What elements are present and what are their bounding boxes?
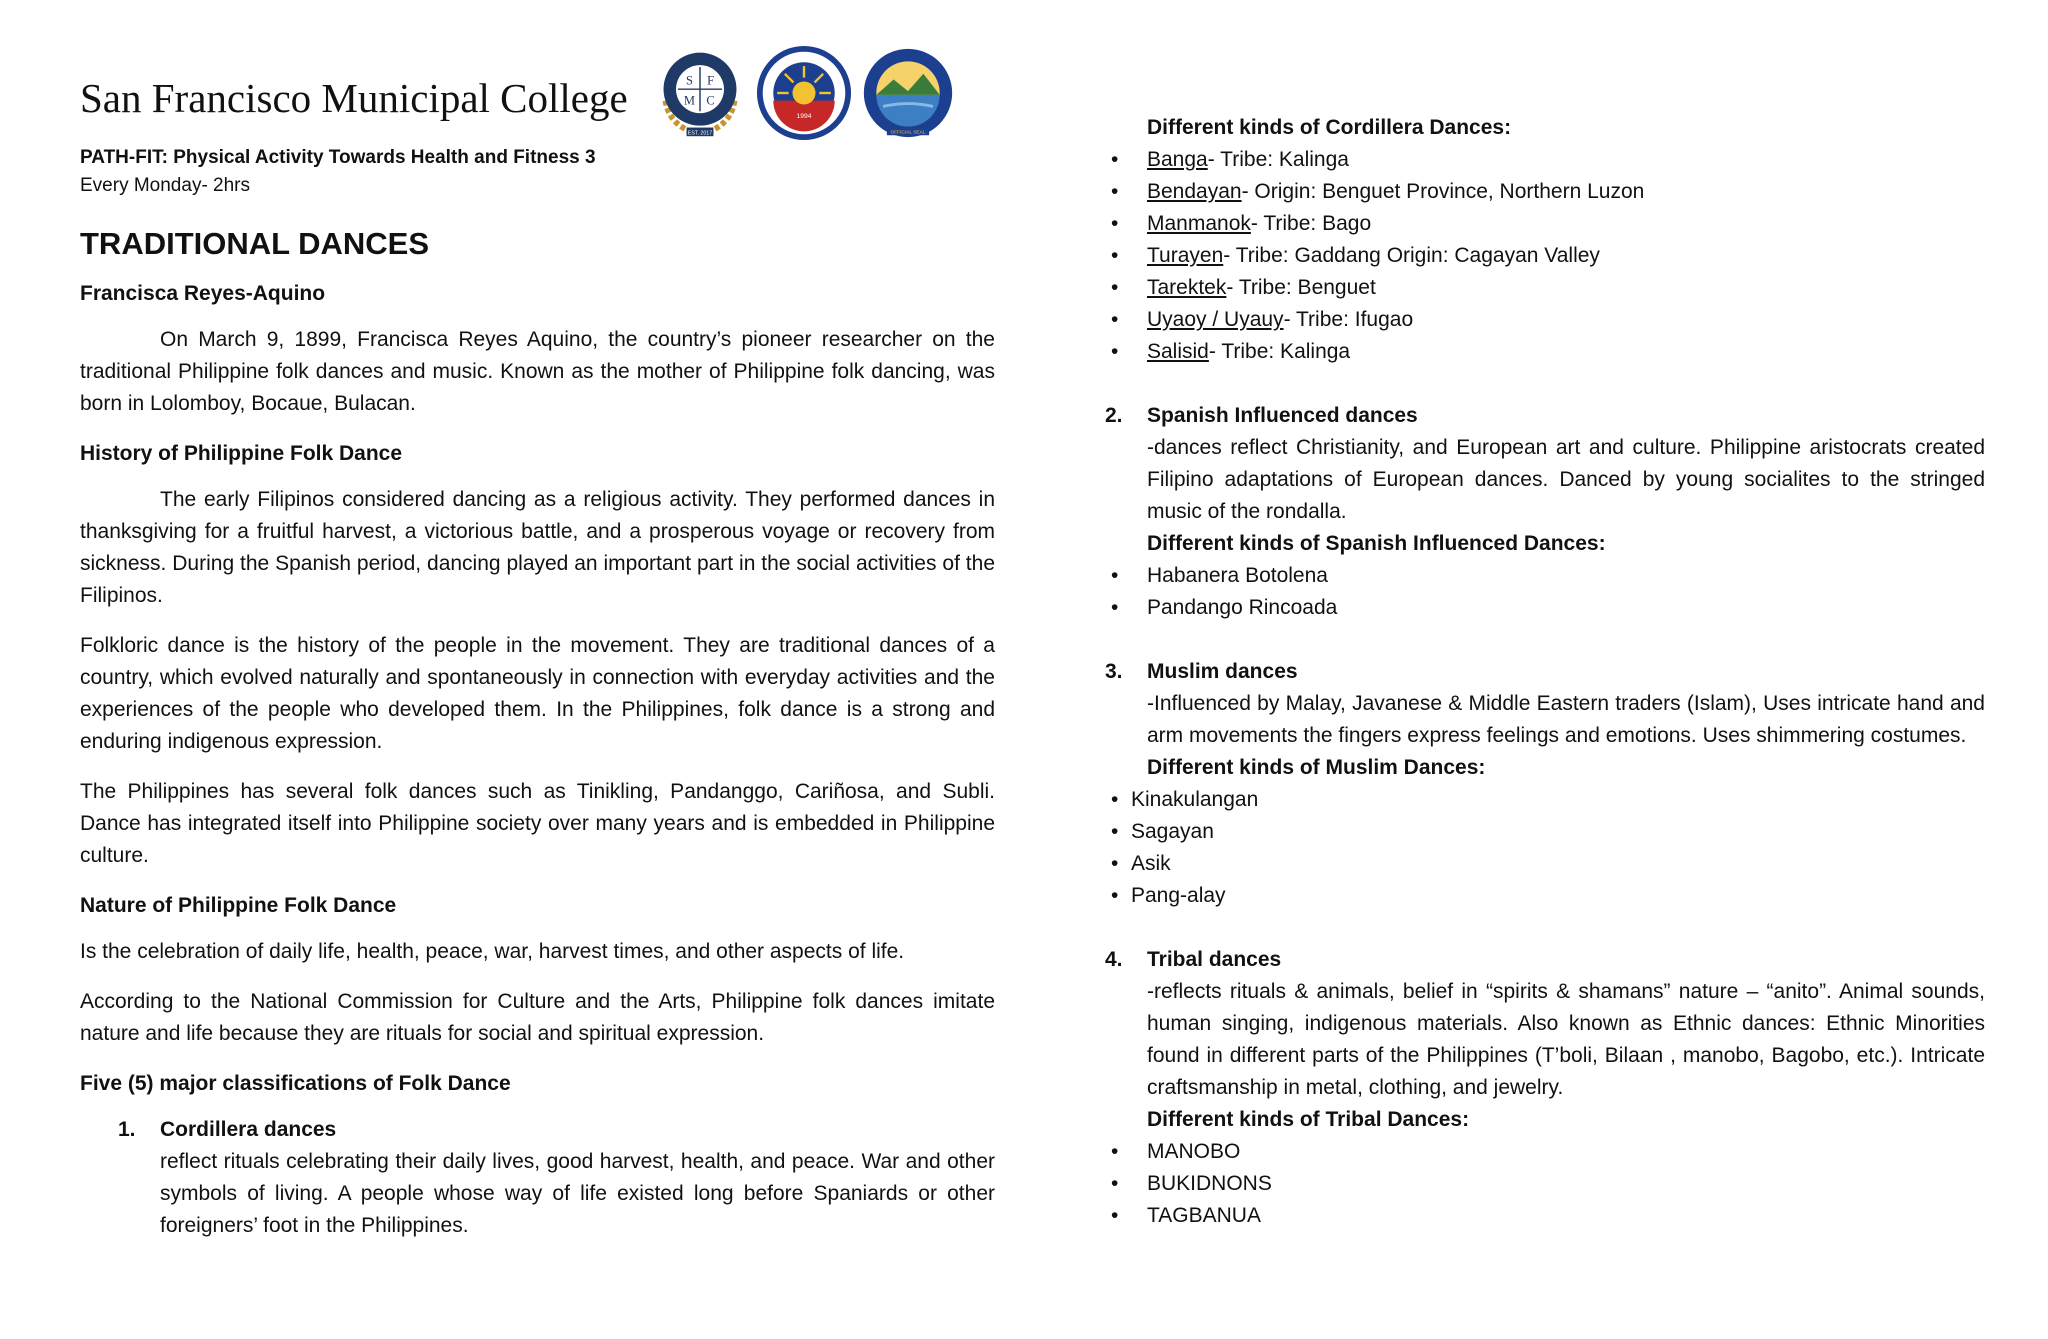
course-title: PATH-FIT: Physical Activity Towards Health and Fitness 3 bbox=[80, 147, 596, 168]
dance-detail: - Tribe: Gaddang Origin: Cagayan Valley bbox=[1223, 244, 1600, 267]
list-item: • Pandango Rincoada bbox=[1105, 592, 1985, 624]
classification-number: 2. bbox=[1105, 404, 1123, 427]
list-item bbox=[1105, 176, 1985, 208]
classification-1-header bbox=[118, 1114, 995, 1146]
classification-4-description: -reflects rituals & animals, belief in “spirits & shamans” nature – “anito”. Animal sounds, human singing, indigenous materials. Also known as Ethnic dances: Ethnic Minorities found in different parts of the Philippines (T’boli, Bilaan , manobo, Bagobo, etc.). Intricate craftsmanship in metal, clothing, and jewelry. bbox=[1147, 980, 1985, 1099]
list-item bbox=[1105, 336, 1985, 368]
list-item bbox=[1105, 208, 1985, 240]
logo-row bbox=[652, 45, 956, 141]
paragraph-history-1: The early Filipinos considered dancing as a religious activity. They performed dances in thanksgiving for a fruitful harvest, a victorious battle, and a prosperous voyage or recovery from sickness. During the Spanish period, dancing played an important part in the social activities of the Filipinos. bbox=[80, 488, 995, 607]
list-item: • Asik bbox=[1105, 848, 1985, 880]
right-column bbox=[1105, 112, 1985, 1232]
classification-title: Cordillera dances bbox=[160, 1118, 337, 1141]
classification-2-description: -dances reflect Christianity, and European art and culture. Philippine aristocrats created Filipino adaptations of European dances. Danced by young socialites to the stringed music of the rondalla. bbox=[1147, 436, 1985, 523]
list-item: • BUKIDNONS bbox=[1105, 1168, 1985, 1200]
college-name: San Francisco Municipal College bbox=[80, 75, 628, 121]
paragraph-nature-1: Is the celebration of daily life, health, peace, war, harvest times, and other aspects of life. bbox=[80, 940, 905, 963]
dance-detail: - Tribe: Kalinga bbox=[1207, 148, 1349, 171]
dance-detail: - Tribe: Ifugao bbox=[1283, 308, 1414, 331]
dance-name: Salisid bbox=[1147, 340, 1209, 363]
dance-name: Turayen bbox=[1147, 244, 1224, 267]
paragraph-francisca: On March 9, 1899, Francisca Reyes Aquino, the country’s pioneer researcher on the traditional Philippine folk dances and music. Known as the mother of Philippine folk dancing, was born in Lolomboy, Bocaue, Bulacan. bbox=[80, 328, 995, 415]
tribal-list bbox=[1105, 1136, 1985, 1232]
classification-number: 1. bbox=[118, 1118, 136, 1141]
dance-detail: - Origin: Benguet Province, Northern Luzon bbox=[1241, 180, 1645, 203]
list-item bbox=[1105, 240, 1985, 272]
classification-title: Tribal dances bbox=[1147, 948, 1282, 971]
left-column bbox=[80, 70, 995, 1242]
dance-detail: - Tribe: Bago bbox=[1250, 212, 1372, 235]
list-item: • MANOBO bbox=[1105, 1136, 1985, 1168]
spanish-kinds-heading: Different kinds of Spanish Influenced Dances: bbox=[1147, 532, 1606, 555]
tribal-kinds-heading: Different kinds of Tribal Dances: bbox=[1147, 1108, 1470, 1131]
sfmc-est: EST. 2017 bbox=[687, 130, 713, 137]
sfmc-letter: S bbox=[685, 73, 693, 88]
list-item: • Sagayan bbox=[1105, 816, 1985, 848]
ched-seal-logo bbox=[756, 45, 852, 141]
classification-1-description: reflect rituals celebrating their daily lives, good harvest, health, and peace. War and other symbols of living. A people whose way of life existed long before Spaniards or other foreigners’ foot in the Philippines. bbox=[160, 1150, 995, 1237]
classification-3-header bbox=[1105, 656, 1985, 688]
paragraph-history-3: The Philippines has several folk dances such as Tinikling, Pandanggo, Cariñosa, and Subli. Dance has integrated itself into Philippine society over many years and is embedded in Philippine culture. bbox=[80, 780, 995, 867]
classification-2 bbox=[1105, 400, 1985, 624]
dance-name: Bendayan bbox=[1147, 180, 1242, 203]
heading-history: History of Philippine Folk Dance bbox=[80, 442, 403, 465]
schedule: Every Monday- 2hrs bbox=[80, 175, 251, 196]
heading-nature: Nature of Philippine Folk Dance bbox=[80, 894, 397, 917]
list-item: • Kinakulangan bbox=[1105, 784, 1985, 816]
heading-classifications: Five (5) major classifications of Folk Dance bbox=[80, 1072, 511, 1095]
classification-number: 4. bbox=[1105, 948, 1123, 971]
sfmc-seal-logo bbox=[652, 45, 748, 141]
muslim-kinds-heading: Different kinds of Muslim Dances: bbox=[1147, 756, 1486, 779]
list-item: • TAGBANUA bbox=[1105, 1200, 1985, 1232]
list-item: • Pang-alay bbox=[1105, 880, 1985, 912]
classification-title: Spanish Influenced dances bbox=[1147, 404, 1418, 427]
municipal-seal-label: OFFICIAL SEAL bbox=[890, 130, 926, 136]
list-item: • Habanera Botolena bbox=[1105, 560, 1985, 592]
muslim-list bbox=[1105, 784, 1985, 912]
dance-detail: - Tribe: Benguet bbox=[1226, 276, 1376, 299]
spanish-list bbox=[1105, 560, 1985, 624]
cordillera-list bbox=[1105, 144, 1985, 368]
classification-3-description: -Influenced by Malay, Javanese & Middle Eastern traders (Islam), Uses intricate hand and arm movements the fingers express feelings and emotions. Uses shimmering costumes. bbox=[1147, 692, 1985, 747]
list-item bbox=[1105, 304, 1985, 336]
paragraph-history-2: Folkloric dance is the history of the people in the movement. They are traditional dances of a country, which evolved naturally and spontaneously in connection with everyday activities and the experiences of the people who developed them. In the Philippines, folk dance is a strong and enduring indigenous expression. bbox=[80, 634, 995, 753]
paragraph-nature-2: According to the National Commission for Culture and the Arts, Philippine folk dances imitate nature and life because they are rituals for social and spiritual expression. bbox=[80, 990, 995, 1045]
municipal-seal-logo bbox=[860, 45, 956, 141]
sfmc-letter: C bbox=[706, 93, 715, 108]
classification-3 bbox=[1105, 656, 1985, 912]
cordillera-kinds-heading: Different kinds of Cordillera Dances: bbox=[1147, 116, 1512, 139]
classification-number: 3. bbox=[1105, 660, 1123, 683]
classification-title: Muslim dances bbox=[1147, 660, 1298, 683]
classification-4-header bbox=[1105, 944, 1985, 976]
dance-name: Banga bbox=[1147, 148, 1208, 171]
sfmc-letter: M bbox=[683, 93, 695, 108]
sfmc-letter: F bbox=[707, 73, 715, 88]
ched-year: 1994 bbox=[796, 112, 812, 120]
page-title: TRADITIONAL DANCES bbox=[80, 226, 430, 261]
heading-francisca: Francisca Reyes-Aquino bbox=[80, 282, 326, 305]
list-item bbox=[1105, 272, 1985, 304]
list-item bbox=[1105, 144, 1985, 176]
classification-4 bbox=[1105, 944, 1985, 1232]
classification-2-header bbox=[1105, 400, 1985, 432]
dance-name: Uyaoy / Uyauy bbox=[1147, 308, 1284, 331]
dance-name: Tarektek bbox=[1147, 276, 1227, 299]
dance-name: Manmanok bbox=[1147, 212, 1251, 235]
dance-detail: - Tribe: Kalinga bbox=[1208, 340, 1351, 363]
